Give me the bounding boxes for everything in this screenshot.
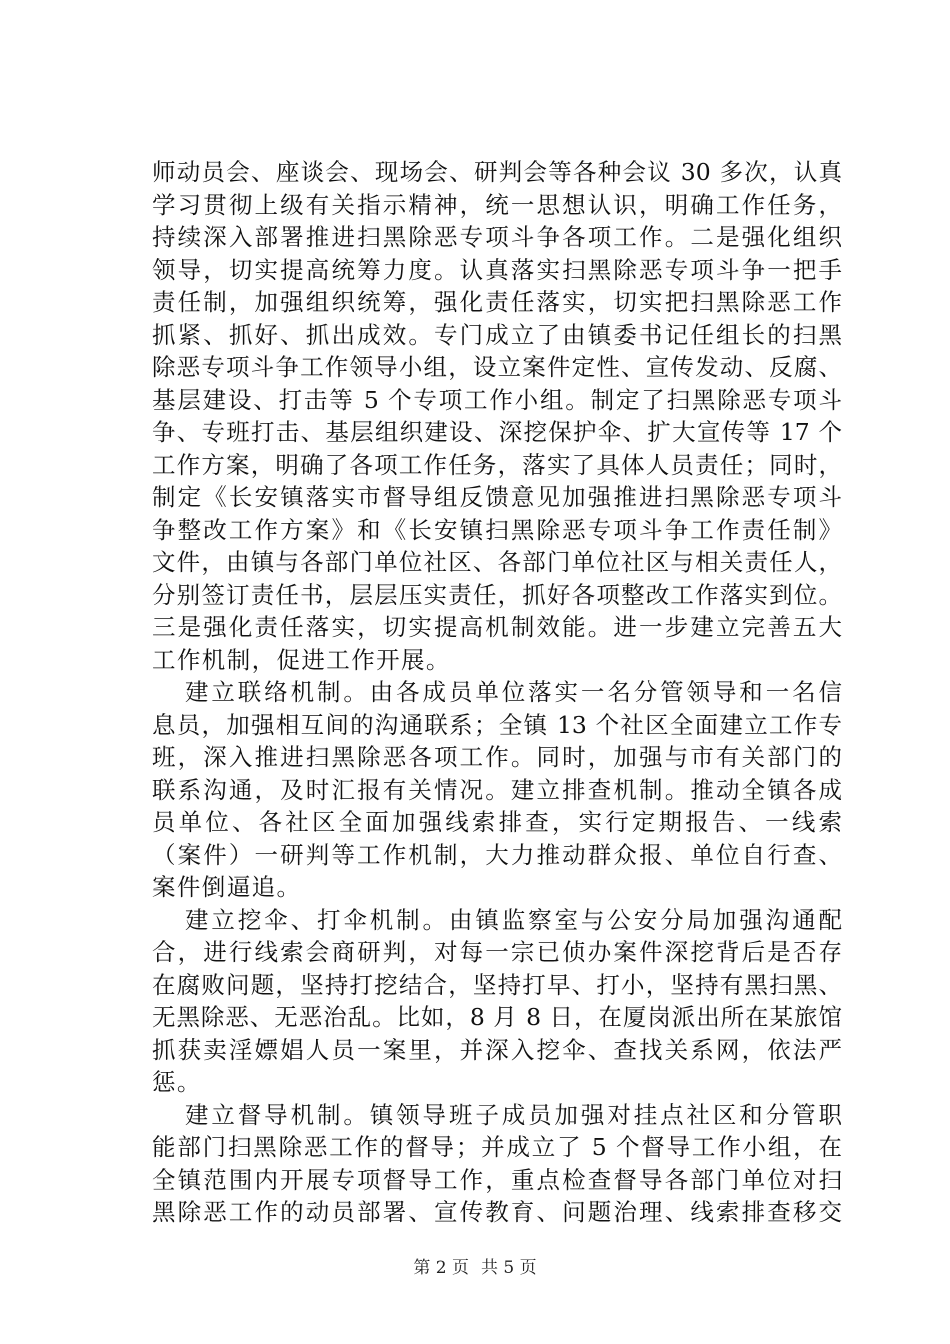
text-line: 制定《长安镇落实市督导组反馈意见加强推进扫黑除恶专项斗: [152, 483, 842, 511]
text-line: 惩。: [152, 1068, 202, 1096]
text-line: 基层建设、打击等 5 个专项工作小组。制定了扫黑除恶专项斗: [152, 385, 842, 414]
document-body: [152, 156, 842, 1229]
page-total: 共 5 页: [481, 1258, 537, 1278]
text-line: 文件，由镇与各部门单位社区、各部门单位社区与相关责任人，: [152, 548, 842, 576]
text-line: 分别签订责任书，层层压实责任，抓好各项整改工作落实到位。: [152, 580, 842, 609]
text-line: 抓获卖淫嫖娼人员一案里，并深入挖伞、查找关系网，依法严: [152, 1035, 842, 1064]
text-line: 争整改工作方案》和《长安镇扫黑除恶专项斗争工作责任制》: [152, 515, 842, 544]
text-line: 息员，加强相互间的沟通联系；全镇 13 个社区全面建立工作专: [152, 710, 842, 739]
text-line: 黑除恶工作的动员部署、宣传教育、问题治理、线索排查移交: [152, 1198, 842, 1226]
text-line: 联系沟通，及时汇报有关情况。建立排查机制。推动全镇各成: [152, 775, 842, 804]
text-line: 除恶专项斗争工作领导小组，设立案件定性、宣传发动、反腐、: [152, 353, 842, 381]
text-line: 能部门扫黑除恶工作的督导；并成立了 5 个督导工作小组，在: [152, 1133, 842, 1161]
page-footer: [0, 1253, 950, 1278]
paragraph-first-line: 建立督导机制。镇领导班子成员加强对挂点社区和分管职: [185, 1100, 842, 1129]
text-line: 在腐败问题，坚持打挖结合，坚持打早、打小，坚持有黑扫黑、: [152, 970, 842, 999]
text-line: 工作方案，明确了各项工作任务，落实了具体人员责任；同时，: [152, 450, 842, 479]
text-line: 无黑除恶、无恶治乱。比如，8 月 8 日，在厦岗派出所在某旅馆: [152, 1003, 842, 1031]
text-line: 抓紧、抓好、抓出成效。专门成立了由镇委书记任组长的扫黑: [152, 320, 842, 349]
text-line: （案件）一研判等工作机制，大力推动群众报、单位自行查、: [152, 840, 842, 869]
paragraph-first-line: 建立挖伞、打伞机制。由镇监察室与公安分局加强沟通配: [185, 905, 842, 934]
paragraph-first-line: 建立联络机制。由各成员单位落实一名分管领导和一名信: [185, 678, 842, 706]
text-line: 师动员会、座谈会、现场会、研判会等各种会议 30 多次，认真: [152, 158, 842, 186]
page-number: 第 2 页: [413, 1258, 469, 1278]
text-line: 责任制，加强组织统筹，强化责任落实，切实把扫黑除恶工作: [152, 288, 842, 316]
text-line: 学习贯彻上级有关指示精神，统一思想认识，明确工作任务，: [152, 190, 842, 219]
text-line: 员单位、各社区全面加强线索排查，实行定期报告、一线索: [152, 808, 842, 836]
text-line: 合，进行线索会商研判，对每一宗已侦办案件深挖背后是否存: [152, 938, 842, 966]
text-line: 案件倒逼追。: [152, 873, 302, 901]
text-line: 全镇范围内开展专项督导工作，重点检查督导各部门单位对扫: [152, 1165, 842, 1194]
text-line: 工作机制，促进工作开展。: [152, 645, 451, 674]
text-line: 争、专班打击、基层组织建设、深挖保护伞、扩大宣传等 17 个: [152, 418, 842, 446]
text-line: 持续深入部署推进扫黑除恶专项斗争各项工作。二是强化组织: [152, 223, 842, 251]
text-line: 领导，切实提高统筹力度。认真落实扫黑除恶专项斗争一把手: [152, 255, 842, 284]
text-line: 三是强化责任落实，切实提高机制效能。进一步建立完善五大: [152, 613, 842, 641]
text-line: 班，深入推进扫黑除恶各项工作。同时，加强与市有关部门的: [152, 743, 842, 771]
